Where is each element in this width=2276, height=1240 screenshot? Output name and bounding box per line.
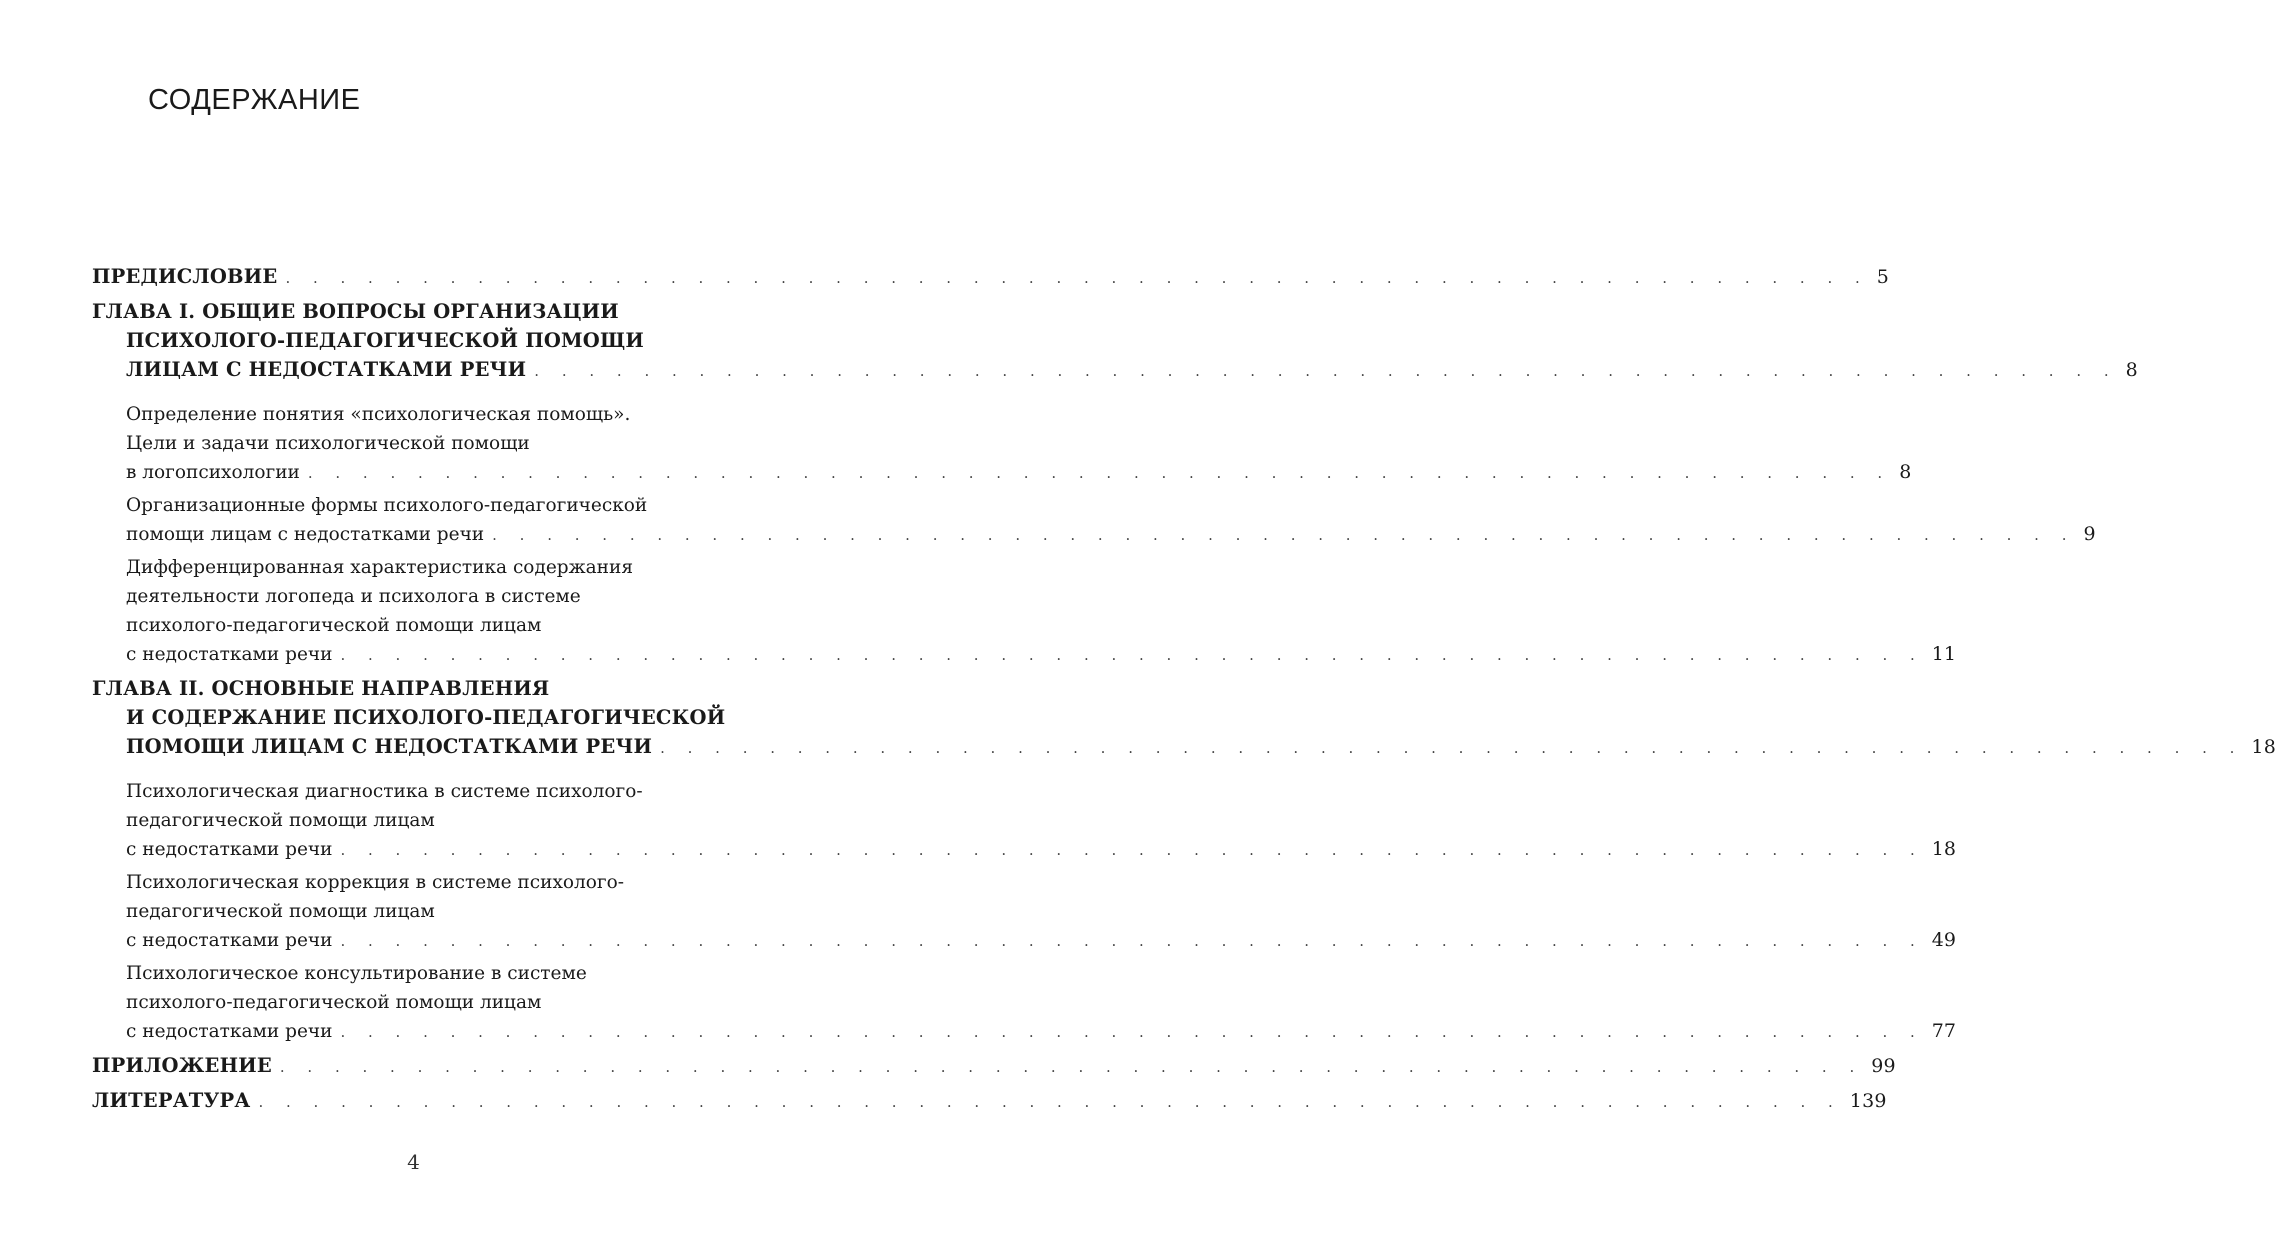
- dot-leader: . . . . . . . . . . . . . . . . . . . . . . . . . . . . . . . . . . . . . . . . . . . . . . . . . . . . . . . . . .: [340, 646, 1924, 664]
- toc-entry-section: [92, 553, 1956, 670]
- dot-leader: . . . . . . . . . . . . . . . . . . . . . . . . . . . . . . . . . . . . . . . . . . . . . . . . . . . . . . . . . .: [340, 932, 1924, 950]
- toc-page-number: 8: [2125, 359, 2138, 381]
- toc-entry-title: ЛИТЕРАТУРА: [92, 1089, 251, 1112]
- toc-entry-title: Дифференцированная характеристика содержания: [126, 557, 634, 578]
- toc-entry-title: Организационные формы психолого-педагогической: [126, 495, 648, 516]
- dot-leader: . . . . . . . . . . . . . . . . . . . . . . . . . . . . . . . . . . . . . . . . . . . . . . . . . . . . . . . . . .: [258, 1093, 1842, 1111]
- toc-page-number: 5: [1876, 266, 1890, 288]
- toc-entry-section: [92, 777, 1956, 865]
- dot-leader: . . . . . . . . . . . . . . . . . . . . . . . . . . . . . . . . . . . . . . . . . . . . . . . . . . . . . . . . . .: [534, 362, 2118, 380]
- toc-entry-title-cont: педагогической помощи лицам: [126, 810, 435, 831]
- toc-page-number: 49: [1931, 929, 1956, 951]
- page-number: 4: [407, 1150, 420, 1174]
- toc-entry-title-cont: с недостатками речи: [126, 930, 333, 951]
- toc-entry-title-cont: ЛИЦАМ С НЕДОСТАТКАМИ РЕЧИ: [126, 358, 527, 381]
- toc-page-number: 77: [1931, 1020, 1956, 1042]
- toc-page-number: 139: [1849, 1090, 1887, 1112]
- toc-entry-section: [92, 491, 2096, 550]
- toc-entry-title-cont: педагогической помощи лицам: [126, 901, 435, 922]
- toc-entry-title: Психологическая диагностика в системе психолого-: [126, 781, 643, 802]
- toc-entry-title-cont: помощи лицам с недостатками речи: [126, 524, 485, 545]
- toc-entry-title: ГЛАВА I. ОБЩИЕ ВОПРОСЫ ОРГАНИЗАЦИИ: [92, 300, 619, 323]
- page-title: СОДЕРЖАНИЕ: [148, 84, 361, 116]
- dot-leader: . . . . . . . . . . . . . . . . . . . . . . . . . . . . . . . . . . . . . . . . . . . . . . . . . . . . . . . . . .: [340, 841, 1924, 859]
- toc-page-number: 8: [1899, 461, 1912, 483]
- toc-entry-title: Определение понятия «психологическая помощь».: [126, 404, 631, 425]
- toc-entry-title: ГЛАВА II. ОСНОВНЫЕ НАПРАВЛЕНИЯ: [92, 677, 550, 700]
- dot-leader: . . . . . . . . . . . . . . . . . . . . . . . . . . . . . . . . . . . . . . . . . . . . . . . . . . . . . . . . . .: [307, 464, 1892, 482]
- table-of-contents: [92, 262, 2276, 1117]
- dot-leader: . . . . . . . . . . . . . . . . . . . . . . . . . . . . . . . . . . . . . . . . . . . . . . . . . . . . . . . . . .: [285, 269, 1869, 287]
- toc-entry-title-cont: психолого-педагогической помощи лицам: [126, 615, 542, 636]
- toc-page-number: 11: [1931, 643, 1956, 665]
- toc-entry-title: ПРЕДИСЛОВИЕ: [92, 265, 278, 288]
- toc-page-number: 9: [2083, 523, 2096, 545]
- dot-leader: . . . . . . . . . . . . . . . . . . . . . . . . . . . . . . . . . . . . . . . . . . . . . . . . . . . . . . . . . .: [279, 1058, 1864, 1076]
- toc-entry-title-cont: в логопсихологии: [126, 462, 300, 483]
- toc-entry-title-cont: Цели и задачи психологической помощи: [126, 433, 530, 454]
- toc-entry-title-cont: психолого-педагогической помощи лицам: [126, 992, 542, 1013]
- toc-entry-chapter-1: [92, 297, 2138, 386]
- toc-entry-literature: [92, 1086, 1887, 1117]
- toc-entry-appendix: [92, 1051, 1896, 1082]
- toc-entry-title-cont: ПСИХОЛОГО-ПЕДАГОГИЧЕСКОЙ ПОМОЩИ: [126, 329, 645, 352]
- toc-page-number: 99: [1871, 1055, 1896, 1077]
- toc-entry-title-cont: с недостатками речи: [126, 644, 333, 665]
- dot-leader: . . . . . . . . . . . . . . . . . . . . . . . . . . . . . . . . . . . . . . . . . . . . . . . . . . . . . . . . . .: [492, 526, 2076, 544]
- dot-leader: . . . . . . . . . . . . . . . . . . . . . . . . . . . . . . . . . . . . . . . . . . . . . . . . . . . . . . . . . .: [340, 1023, 1924, 1041]
- toc-page-number: 18: [2251, 736, 2276, 758]
- toc-entry-title: ПРИЛОЖЕНИЕ: [92, 1054, 272, 1077]
- toc-entry-section: [92, 868, 1956, 956]
- toc-page-number: 18: [1931, 838, 1956, 860]
- toc-entry-section: [92, 400, 1912, 488]
- toc-entry-title-cont: И СОДЕРЖАНИЕ ПСИХОЛОГО-ПЕДАГОГИЧЕСКОЙ: [126, 706, 726, 729]
- toc-entry-section: [92, 959, 1956, 1047]
- toc-entry-chapter-2: [92, 674, 2276, 763]
- toc-entry-title-cont: ПОМОЩИ ЛИЦАМ С НЕДОСТАТКАМИ РЕЧИ: [126, 735, 653, 758]
- dot-leader: . . . . . . . . . . . . . . . . . . . . . . . . . . . . . . . . . . . . . . . . . . . . . . . . . . . . . . . . . .: [660, 739, 2244, 757]
- toc-entry-title-cont: с недостатками речи: [126, 839, 333, 860]
- toc-entry-title-cont: деятельности логопеда и психолога в системе: [126, 586, 581, 607]
- toc-entry-title: Психологическая коррекция в системе психолого-: [126, 872, 624, 893]
- toc-entry-preface: [92, 262, 1890, 293]
- toc-entry-title: Психологическое консультирование в системе: [126, 963, 587, 984]
- toc-entry-title-cont: с недостатками речи: [126, 1021, 333, 1042]
